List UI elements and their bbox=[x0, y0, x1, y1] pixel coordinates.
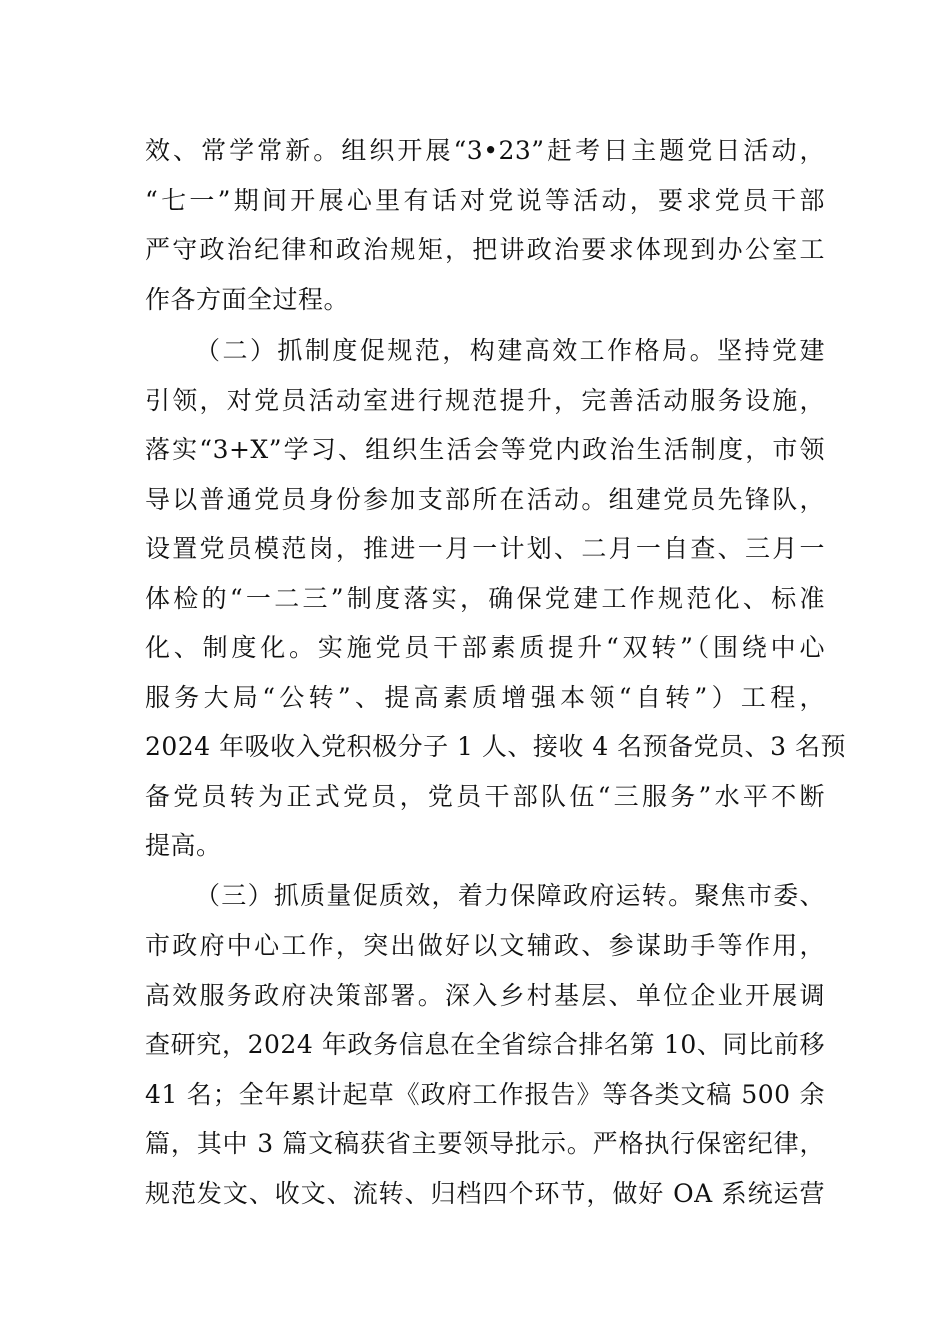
text-line-4: 作各方面全过程。 bbox=[145, 285, 350, 314]
text-line-18: 高效服务政府决策部署。深入乡村基层、单位企业开展调 bbox=[145, 981, 825, 1010]
text-line-7: 落实“3+X”学习、组织生活会等党内政治生活制度，市领 bbox=[145, 435, 825, 464]
text-line-11: 化、制度化。实施党员干部素质提升“双转”（围绕中心 bbox=[145, 633, 825, 662]
text-line-2: “七一”期间开展心里有话对党说等活动，要求党员干部 bbox=[145, 186, 825, 215]
text-line-21: 篇，其中 3 篇文稿获省主要领导批示。严格执行保密纪律， bbox=[145, 1129, 825, 1158]
text-line-12: 服务大局“公转”、提高素质增强本领“自转”）工程， bbox=[145, 683, 825, 712]
text-line-19: 查研究，2024 年政务信息在全省综合排名第 10、同比前移 bbox=[145, 1030, 825, 1059]
text-line-1: 效、常学常新。组织开展“3•23”赶考日主题党日活动， bbox=[145, 136, 825, 165]
paragraph-2-first-line: （二）抓制度促规范，构建高效工作格局。坚持党建 bbox=[195, 336, 825, 365]
text-line-8: 导以普通党员身份参加支部所在活动。组建党员先锋队， bbox=[145, 485, 825, 514]
text-line-9: 设置党员模范岗，推进一月一计划、二月一自查、三月一 bbox=[145, 534, 825, 563]
text-line-3: 严守政治纪律和政治规矩，把讲政治要求体现到办公室工 bbox=[145, 235, 825, 264]
text-line-6: 引领，对党员活动室进行规范提升，完善活动服务设施， bbox=[145, 386, 825, 415]
text-line-17: 市政府中心工作，突出做好以文辅政、参谋助手等作用， bbox=[145, 931, 825, 960]
text-line-15: 提高。 bbox=[145, 831, 222, 860]
text-line-14: 备党员转为正式党员，党员干部队伍“三服务”水平不断 bbox=[145, 782, 825, 811]
text-line-10: 体检的“一二三”制度落实，确保党建工作规范化、标准 bbox=[145, 584, 825, 613]
text-line-20: 41 名；全年累计起草《政府工作报告》等各类文稿 500 余 bbox=[145, 1080, 825, 1109]
paragraph-3-first-line: （三）抓质量促质效，着力保障政府运转。聚焦市委、 bbox=[195, 881, 825, 910]
text-line-13: 2024 年吸收入党积极分子 1 人、接收 4 名预备党员、3 名预 bbox=[145, 732, 847, 761]
text-line-22: 规范发文、收文、流转、归档四个环节，做好 OA 系统运营 bbox=[145, 1179, 825, 1208]
